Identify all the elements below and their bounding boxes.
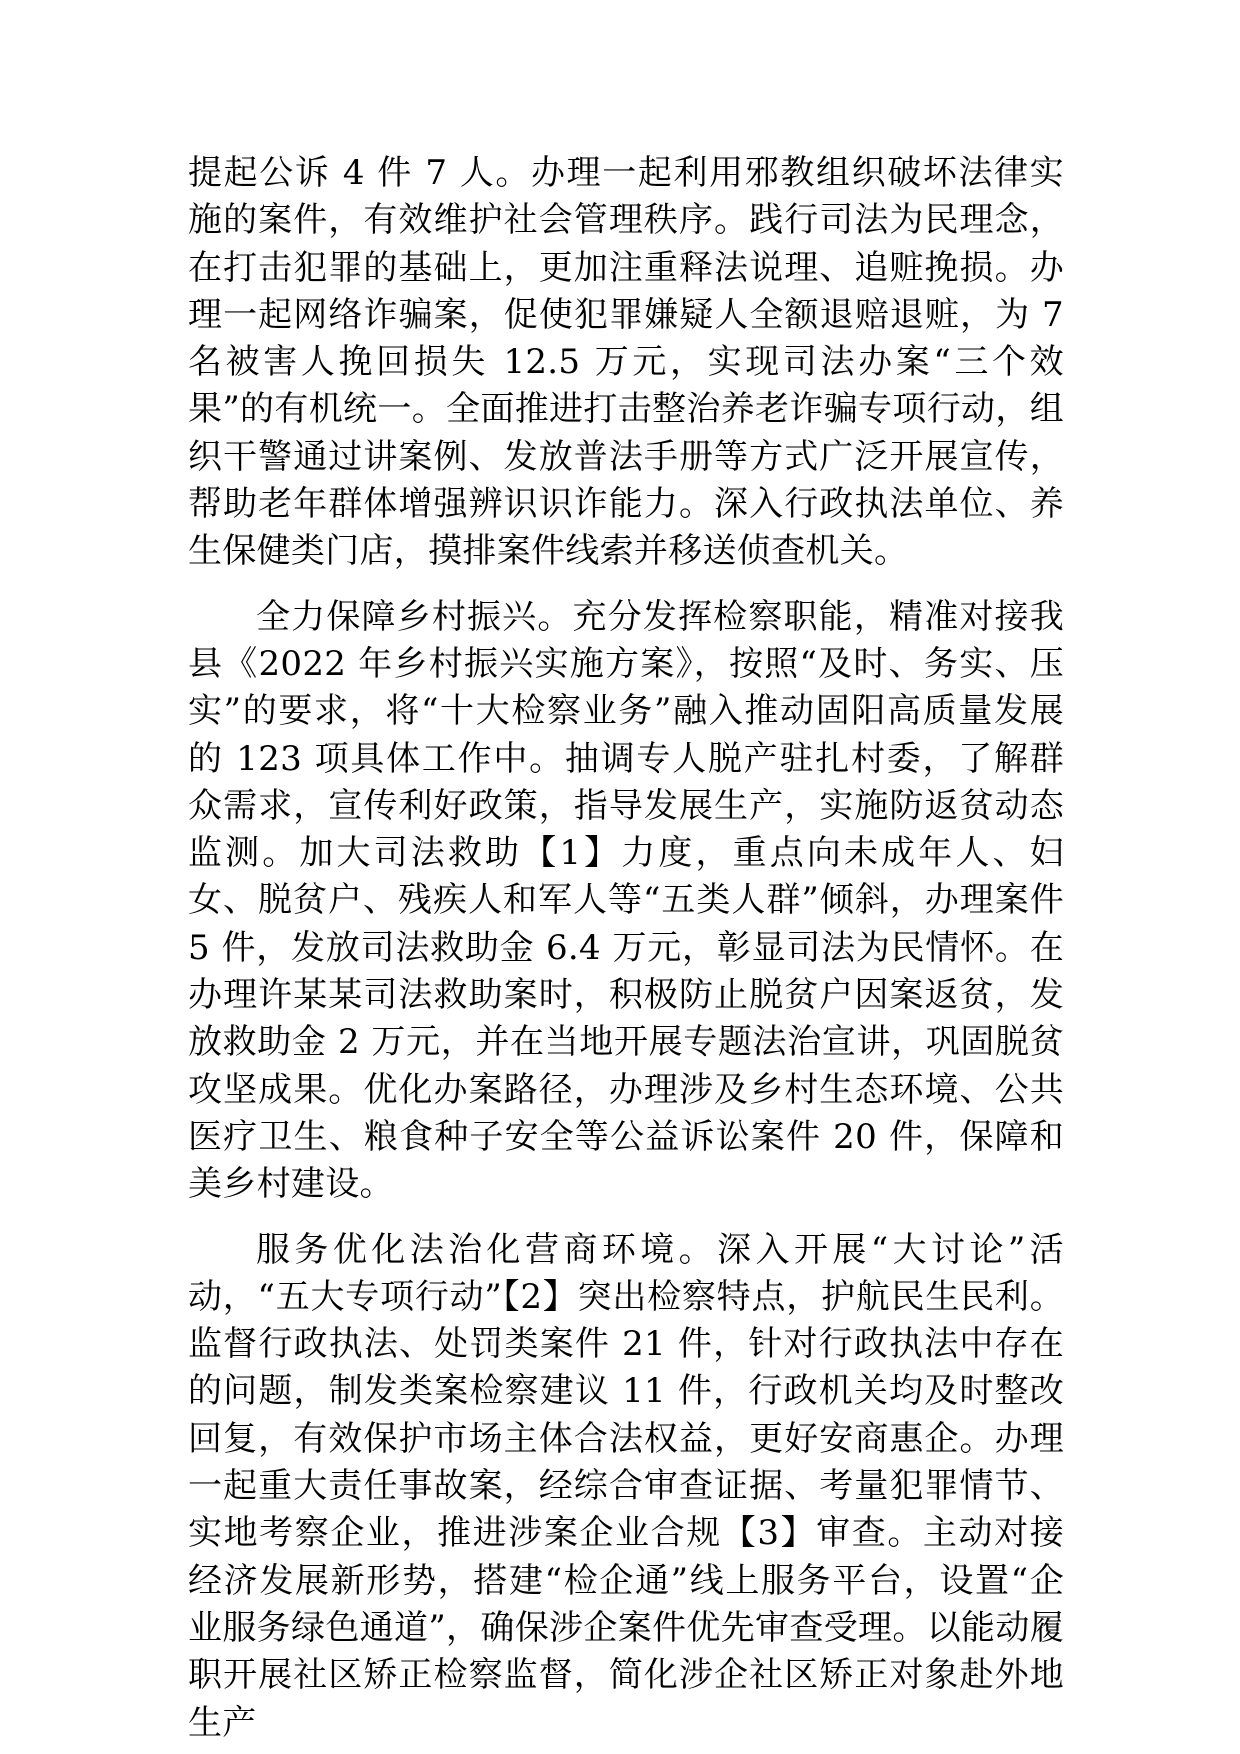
paragraph-gap xyxy=(188,1209,1064,1227)
paragraph-rural-revitalization: 全力保障乡村振兴。充分发挥检察职能，精准对接我县《2022 年乡村振兴实施方案》，按照“及时、务实、压实”的要求，将“十大检察业务”融入推动固阳高质量发展的 123 项具体工作中。抽调专人脱产驻扎村委，了解群众需求，宣传利好政策，指导发展生产，实施防返贫动态监测。加大司法救助【1】力度，重点向未成年人、妇女、脱贫户、残疾人和军人等“五类人群”倾斜，办理案件 5 件，发放司法救助金 6.4 万元，彰显司法为民情怀。在办理许某某司法救助案时，积极防止脱贫户因案返贫，发放救助金 2 万元，并在当地开展专题法治宣讲，巩固脱贫攻坚成果。优化办案路径，办理涉及乡村生态环境、公共医疗卫生、粮食种子安全等公益诉讼案件 20 件，保障和美乡村建设。 xyxy=(188,596,1064,1205)
paragraph-business-environment: 服务优化法治化营商环境。深入开展“大讨论”活动，“五大专项行动”【2】突出检察特点，护航民生民利。监督行政执法、处罚类案件 21 件，针对行政执法中存在的问题，制发类案检察建议 11 件，行政机关均及时整改回复，有效保护市场主体合法权益，更好安商惠企。办理一起重大责任事故案，经综合审查证据、考量犯罪情节、实地考察企业，推进涉案企业合规【3】审查。主动对接经济发展新形势，搭建“检企通”线上服务平台，设置“企业服务绿色通道”，确保涉企案件优先审查受理。以能动履职开展社区矫正检察监督，简化涉企社区矫正对象赴外地生产 xyxy=(188,1229,1064,1743)
paragraph-gap xyxy=(188,576,1064,594)
paragraph-continuation: 提起公诉 4 件 7 人。办理一起利用邪教组织破坏法律实施的案件，有效维护社会管理秩序。践行司法为民理念，在打击犯罪的基础上，更加注重释法说理、追赃挽损。办理一起网络诈骗案，促使犯罪嫌疑人全额退赔退赃，为 7 名被害人挽回损失 12.5 万元，实现司法办案“三个效果”的有机统一。全面推进打击整治养老诈骗专项行动，组织干警通过讲案例、发放普法手册等方式广泛开展宣传，帮助老年群体增强辨识识诈能力。深入行政执法单位、养生保健类门店，摸排案件线索并移送侦查机关。 xyxy=(188,153,1064,572)
document-body xyxy=(188,150,1064,1747)
